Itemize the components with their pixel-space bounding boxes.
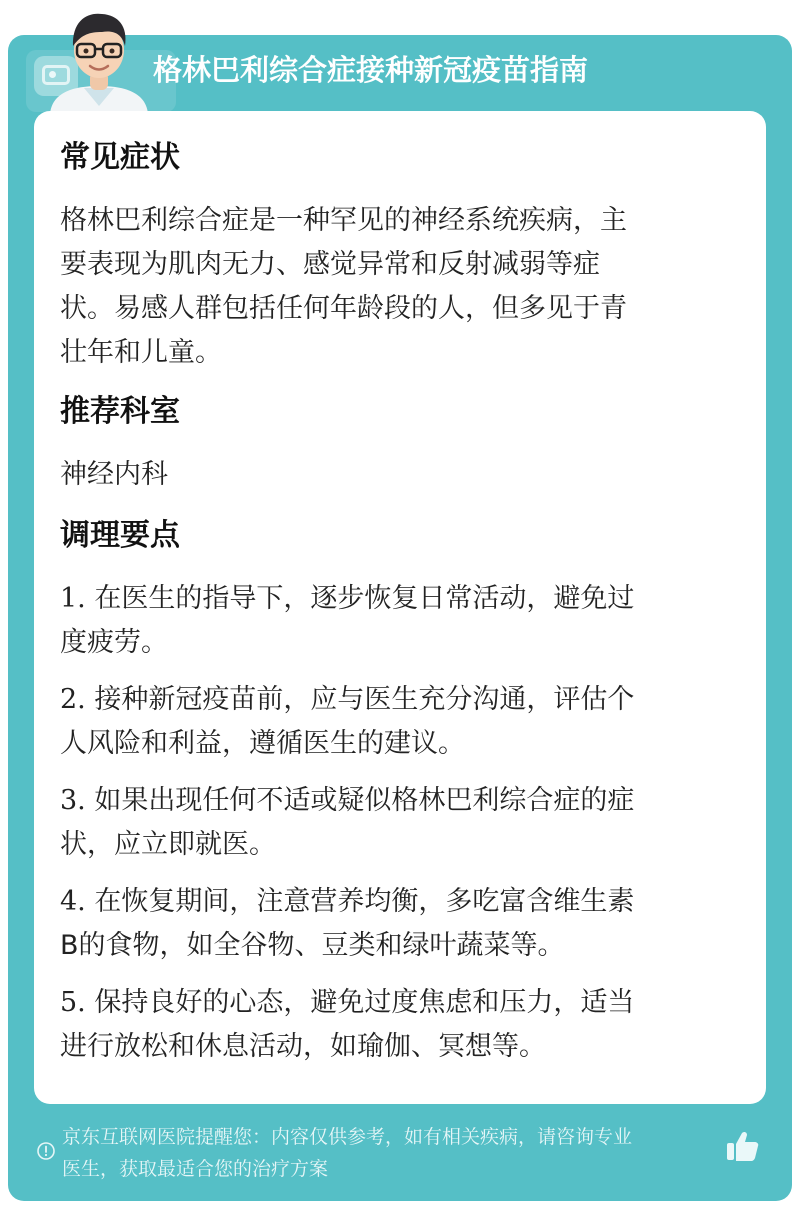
care-item — [60, 880, 740, 968]
disclaimer-line: 医生，获取最适合您的治疗方案 — [62, 1158, 329, 1180]
care-item — [60, 577, 740, 665]
symptoms-line: 状。易感人群包括任何年龄段的人，但多见于青 — [60, 293, 627, 324]
symptoms-text — [60, 199, 740, 375]
care-item-line: 如果出现任何不适或疑似格林巴利综合症的症 — [94, 785, 635, 816]
page-title: 格林巴利综合症接种新冠疫苗指南 — [153, 53, 589, 87]
department-title: 推荐科室 — [60, 394, 180, 429]
care-title: 调理要点 — [60, 518, 180, 553]
care-item — [60, 779, 740, 867]
doctor-avatar — [44, 6, 154, 114]
care-item-number: 4. — [60, 886, 86, 917]
care-item-line: 状，应立即就医。 — [60, 829, 276, 860]
disclaimer-note — [62, 1121, 728, 1185]
care-item — [60, 981, 740, 1069]
care-item-line: 保持良好的心态，避免过度焦虑和压力，适当 — [94, 987, 635, 1018]
care-item-line: 人风险和利益，遵循医生的建议。 — [60, 728, 465, 759]
care-item-line: 度疲劳。 — [60, 627, 168, 658]
care-item-line: B的食物，如全谷物、豆类和绿叶蔬菜等。 — [60, 930, 565, 961]
symptoms-line: 格林巴利综合症是一种罕见的神经系统疾病，主 — [60, 205, 627, 236]
care-item-line: 接种新冠疫苗前，应与医生充分沟通，评估个 — [94, 684, 635, 715]
care-item-number: 3. — [60, 785, 86, 816]
care-item-line: 在医生的指导下，逐步恢复日常活动，避免过 — [94, 583, 635, 614]
care-item-line: 在恢复期间，注意营养均衡，多吃富含维生素 — [94, 886, 635, 917]
disclaimer-line: 京东互联网医院提醒您：内容仅供参考，如有相关疾病，请咨询专业 — [62, 1126, 633, 1148]
department-text: 神经内科 — [60, 459, 168, 490]
symptoms-line: 壮年和儿童。 — [60, 337, 222, 368]
care-item — [60, 678, 740, 766]
care-item-number: 1. — [60, 583, 86, 614]
care-item-line: 进行放松和休息活动，如瑜伽、冥想等。 — [60, 1031, 546, 1062]
symptoms-title: 常见症状 — [60, 140, 180, 175]
thumbs-up-icon[interactable] — [724, 1128, 760, 1164]
guide-card — [34, 111, 766, 1104]
symptoms-line: 要表现为肌肉无力、感觉异常和反射减弱等症 — [60, 249, 600, 280]
info-circle-icon — [36, 1141, 56, 1161]
care-item-number: 2. — [60, 684, 86, 715]
care-item-number: 5. — [60, 987, 86, 1018]
